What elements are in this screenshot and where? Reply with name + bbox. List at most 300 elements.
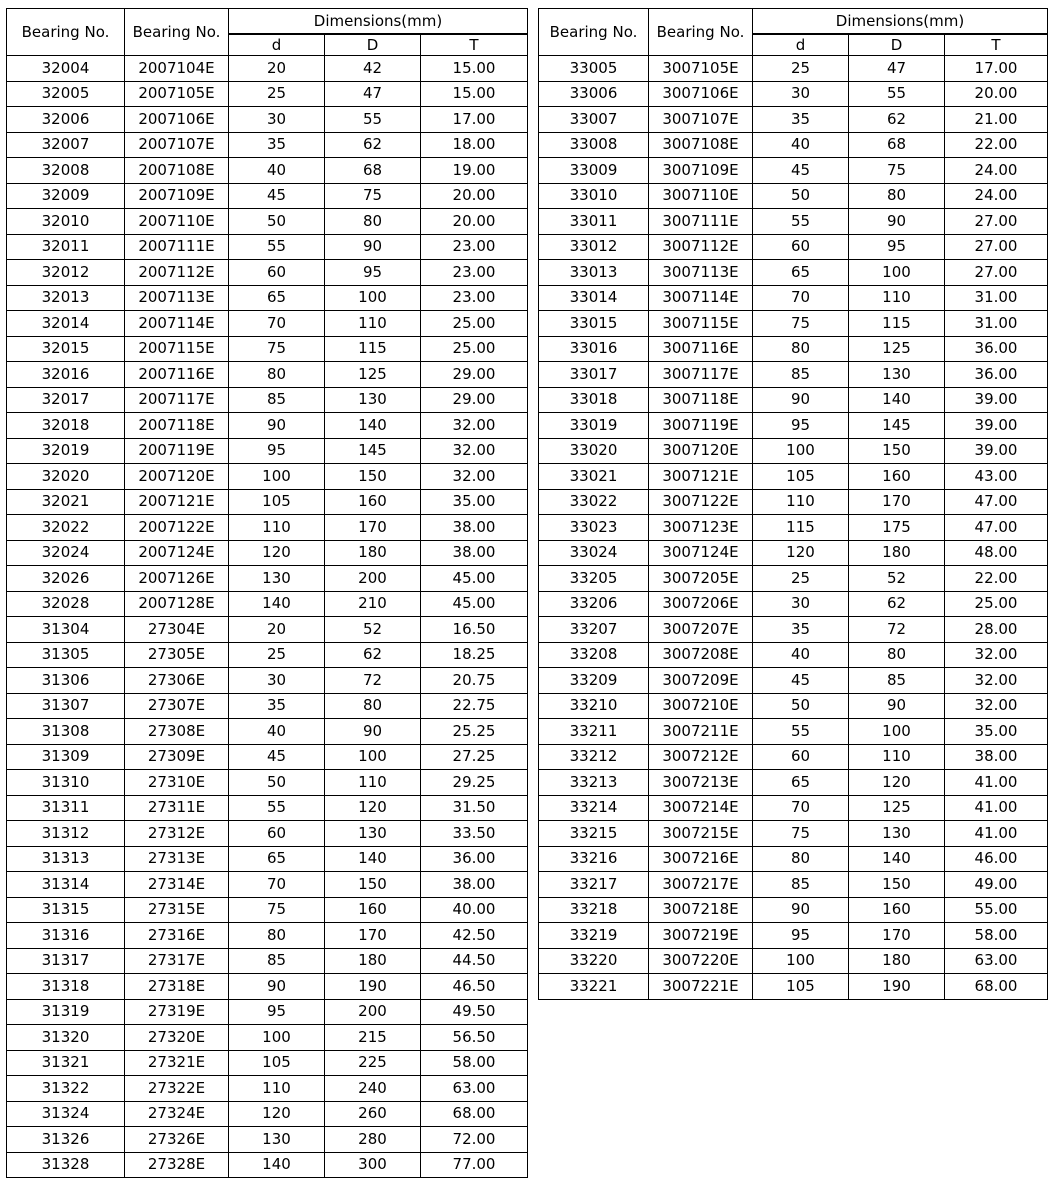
table-row — [7, 336, 528, 362]
cell-D: 215 — [325, 1025, 421, 1051]
cell-bearing-no: 32012 — [7, 260, 125, 286]
cell-d: 110 — [229, 1076, 325, 1102]
cell-D: 140 — [325, 413, 421, 439]
cell-D: 180 — [325, 540, 421, 566]
cell-D: 190 — [325, 974, 421, 1000]
cell-d: 140 — [229, 591, 325, 617]
cell-bearing-no-alt: 27328E — [125, 1152, 229, 1178]
cell-bearing-no: 32021 — [7, 489, 125, 515]
cell-bearing-no: 32028 — [7, 591, 125, 617]
header-bearing-no-2: Bearing No. — [125, 9, 229, 56]
cell-bearing-no: 31310 — [7, 770, 125, 796]
cell-D: 80 — [849, 183, 945, 209]
header-T: T — [421, 34, 528, 56]
cell-bearing-no-alt: 2007126E — [125, 566, 229, 592]
table-row — [539, 336, 1048, 362]
table-row — [7, 693, 528, 719]
cell-bearing-no: 31307 — [7, 693, 125, 719]
cell-bearing-no-alt: 3007216E — [649, 846, 753, 872]
cell-D: 72 — [325, 668, 421, 694]
table-row — [7, 183, 528, 209]
cell-bearing-no-alt: 3007206E — [649, 591, 753, 617]
cell-D: 130 — [849, 362, 945, 388]
table-row — [7, 872, 528, 898]
cell-bearing-no: 33024 — [539, 540, 649, 566]
cell-D: 120 — [325, 795, 421, 821]
cell-bearing-no: 32007 — [7, 132, 125, 158]
cell-T: 20.00 — [421, 209, 528, 235]
cell-d: 30 — [753, 81, 849, 107]
header-dimensions: Dimensions(mm) — [753, 9, 1048, 35]
table-row — [7, 1025, 528, 1051]
cell-T: 22.75 — [421, 693, 528, 719]
table-row — [539, 285, 1048, 311]
cell-D: 115 — [849, 311, 945, 337]
cell-bearing-no: 31314 — [7, 872, 125, 898]
cell-bearing-no-alt: 27318E — [125, 974, 229, 1000]
cell-bearing-no-alt: 2007105E — [125, 81, 229, 107]
table-row — [7, 821, 528, 847]
cell-bearing-no-alt: 3007105E — [649, 56, 753, 82]
cell-bearing-no-alt: 2007118E — [125, 413, 229, 439]
cell-d: 70 — [753, 285, 849, 311]
cell-T: 32.00 — [421, 464, 528, 490]
table-row — [539, 923, 1048, 949]
cell-d: 60 — [753, 234, 849, 260]
table-row — [539, 413, 1048, 439]
cell-bearing-no: 33210 — [539, 693, 649, 719]
cell-d: 45 — [229, 183, 325, 209]
cell-bearing-no: 32013 — [7, 285, 125, 311]
table-row — [7, 566, 528, 592]
cell-bearing-no: 33215 — [539, 821, 649, 847]
cell-bearing-no-alt: 2007109E — [125, 183, 229, 209]
table-row — [539, 948, 1048, 974]
table-row — [539, 974, 1048, 1000]
table-row — [539, 132, 1048, 158]
table-row — [7, 489, 528, 515]
cell-d: 60 — [229, 260, 325, 286]
header-d: d — [229, 34, 325, 56]
cell-d: 60 — [229, 821, 325, 847]
cell-D: 180 — [325, 948, 421, 974]
cell-d: 65 — [753, 260, 849, 286]
cell-T: 41.00 — [945, 795, 1048, 821]
cell-bearing-no: 31317 — [7, 948, 125, 974]
cell-d: 50 — [229, 209, 325, 235]
cell-bearing-no-alt: 2007106E — [125, 107, 229, 133]
cell-T: 17.00 — [421, 107, 528, 133]
cell-d: 60 — [753, 744, 849, 770]
cell-bearing-no-alt: 2007116E — [125, 362, 229, 388]
cell-d: 120 — [229, 1101, 325, 1127]
cell-bearing-no: 33018 — [539, 387, 649, 413]
cell-T: 46.50 — [421, 974, 528, 1000]
cell-d: 90 — [229, 974, 325, 1000]
cell-bearing-no: 32014 — [7, 311, 125, 337]
cell-d: 80 — [753, 336, 849, 362]
cell-D: 100 — [849, 260, 945, 286]
cell-d: 90 — [753, 387, 849, 413]
cell-D: 52 — [849, 566, 945, 592]
cell-d: 50 — [753, 183, 849, 209]
cell-d: 55 — [753, 209, 849, 235]
cell-bearing-no: 31306 — [7, 668, 125, 694]
cell-d: 30 — [753, 591, 849, 617]
table-row — [7, 387, 528, 413]
cell-bearing-no-alt: 3007113E — [649, 260, 753, 286]
cell-T: 21.00 — [945, 107, 1048, 133]
cell-T: 24.00 — [945, 183, 1048, 209]
cell-D: 150 — [325, 872, 421, 898]
cell-d: 25 — [753, 56, 849, 82]
cell-bearing-no-alt: 27320E — [125, 1025, 229, 1051]
cell-D: 180 — [849, 540, 945, 566]
cell-bearing-no-alt: 27319E — [125, 999, 229, 1025]
cell-T: 38.00 — [421, 540, 528, 566]
cell-bearing-no: 33213 — [539, 770, 649, 796]
cell-D: 125 — [325, 362, 421, 388]
cell-bearing-no: 32008 — [7, 158, 125, 184]
cell-bearing-no: 31320 — [7, 1025, 125, 1051]
cell-bearing-no-alt: 3007220E — [649, 948, 753, 974]
cell-bearing-no-alt: 2007108E — [125, 158, 229, 184]
cell-D: 140 — [325, 846, 421, 872]
cell-T: 58.00 — [945, 923, 1048, 949]
cell-bearing-no: 32006 — [7, 107, 125, 133]
cell-d: 70 — [229, 311, 325, 337]
cell-T: 20.00 — [421, 183, 528, 209]
cell-bearing-no-alt: 3007215E — [649, 821, 753, 847]
cell-D: 110 — [849, 285, 945, 311]
cell-T: 44.50 — [421, 948, 528, 974]
cell-D: 62 — [849, 591, 945, 617]
cell-bearing-no: 31305 — [7, 642, 125, 668]
header-T: T — [945, 34, 1048, 56]
cell-d: 110 — [753, 489, 849, 515]
cell-bearing-no: 32016 — [7, 362, 125, 388]
cell-D: 62 — [849, 107, 945, 133]
cell-D: 145 — [849, 413, 945, 439]
cell-T: 35.00 — [421, 489, 528, 515]
cell-bearing-no: 33023 — [539, 515, 649, 541]
cell-D: 90 — [325, 719, 421, 745]
table-row — [539, 591, 1048, 617]
cell-d: 35 — [229, 132, 325, 158]
cell-d: 40 — [753, 132, 849, 158]
cell-T: 49.00 — [945, 872, 1048, 898]
cell-T: 36.00 — [945, 336, 1048, 362]
table-row — [7, 132, 528, 158]
cell-T: 23.00 — [421, 285, 528, 311]
cell-D: 130 — [325, 387, 421, 413]
cell-bearing-no-alt: 3007115E — [649, 311, 753, 337]
cell-bearing-no-alt: 3007209E — [649, 668, 753, 694]
cell-T: 29.25 — [421, 770, 528, 796]
table-row — [539, 158, 1048, 184]
cell-T: 63.00 — [421, 1076, 528, 1102]
cell-T: 32.00 — [945, 668, 1048, 694]
cell-bearing-no-alt: 2007115E — [125, 336, 229, 362]
cell-bearing-no-alt: 3007218E — [649, 897, 753, 923]
cell-bearing-no-alt: 27324E — [125, 1101, 229, 1127]
table-row — [7, 974, 528, 1000]
cell-T: 45.00 — [421, 566, 528, 592]
cell-bearing-no-alt: 3007217E — [649, 872, 753, 898]
cell-bearing-no: 31313 — [7, 846, 125, 872]
cell-T: 20.00 — [945, 81, 1048, 107]
cell-d: 40 — [229, 719, 325, 745]
cell-T: 68.00 — [421, 1101, 528, 1127]
cell-bearing-no: 31309 — [7, 744, 125, 770]
cell-D: 170 — [849, 489, 945, 515]
cell-bearing-no-alt: 2007119E — [125, 438, 229, 464]
cell-D: 115 — [325, 336, 421, 362]
cell-T: 28.00 — [945, 617, 1048, 643]
cell-d: 120 — [753, 540, 849, 566]
cell-d: 80 — [229, 923, 325, 949]
cell-T: 31.00 — [945, 311, 1048, 337]
header-bearing-no-1: Bearing No. — [7, 9, 125, 56]
table-row — [7, 413, 528, 439]
cell-d: 105 — [753, 974, 849, 1000]
cell-D: 140 — [849, 846, 945, 872]
cell-d: 25 — [229, 642, 325, 668]
cell-d: 20 — [229, 617, 325, 643]
cell-T: 27.00 — [945, 209, 1048, 235]
cell-d: 100 — [229, 464, 325, 490]
table-row — [7, 642, 528, 668]
cell-T: 39.00 — [945, 413, 1048, 439]
cell-T: 47.00 — [945, 489, 1048, 515]
header-dimensions: Dimensions(mm) — [229, 9, 528, 35]
cell-bearing-no: 33011 — [539, 209, 649, 235]
cell-bearing-no-alt: 27326E — [125, 1127, 229, 1153]
cell-bearing-no: 32010 — [7, 209, 125, 235]
cell-T: 25.00 — [945, 591, 1048, 617]
cell-d: 115 — [753, 515, 849, 541]
cell-d: 95 — [753, 413, 849, 439]
cell-T: 22.00 — [945, 132, 1048, 158]
table-row — [7, 234, 528, 260]
cell-D: 85 — [849, 668, 945, 694]
cell-D: 145 — [325, 438, 421, 464]
cell-D: 68 — [325, 158, 421, 184]
cell-bearing-no-alt: 2007107E — [125, 132, 229, 158]
cell-d: 45 — [753, 158, 849, 184]
cell-bearing-no: 31326 — [7, 1127, 125, 1153]
cell-D: 80 — [325, 209, 421, 235]
table-row — [539, 489, 1048, 515]
cell-D: 42 — [325, 56, 421, 82]
table-row — [539, 107, 1048, 133]
cell-bearing-no-alt: 3007121E — [649, 464, 753, 490]
table-row — [539, 464, 1048, 490]
cell-T: 47.00 — [945, 515, 1048, 541]
cell-d: 70 — [229, 872, 325, 898]
table-row — [7, 540, 528, 566]
cell-D: 170 — [325, 923, 421, 949]
cell-bearing-no: 33218 — [539, 897, 649, 923]
cell-bearing-no-alt: 3007208E — [649, 642, 753, 668]
cell-bearing-no-alt: 3007107E — [649, 107, 753, 133]
cell-bearing-no-alt: 27317E — [125, 948, 229, 974]
cell-bearing-no: 31321 — [7, 1050, 125, 1076]
cell-bearing-no-alt: 3007109E — [649, 158, 753, 184]
cell-bearing-no: 32022 — [7, 515, 125, 541]
table-row — [7, 1101, 528, 1127]
cell-bearing-no: 32017 — [7, 387, 125, 413]
cell-bearing-no-alt: 2007117E — [125, 387, 229, 413]
cell-D: 160 — [849, 464, 945, 490]
table-row — [539, 260, 1048, 286]
table-row — [7, 81, 528, 107]
cell-bearing-no-alt: 2007121E — [125, 489, 229, 515]
cell-d: 95 — [753, 923, 849, 949]
cell-D: 140 — [849, 387, 945, 413]
cell-D: 47 — [325, 81, 421, 107]
cell-D: 95 — [325, 260, 421, 286]
cell-bearing-no: 32018 — [7, 413, 125, 439]
table-row — [7, 1050, 528, 1076]
cell-D: 210 — [325, 591, 421, 617]
cell-bearing-no-alt: 27304E — [125, 617, 229, 643]
table-row — [539, 540, 1048, 566]
cell-d: 100 — [753, 438, 849, 464]
cell-T: 41.00 — [945, 821, 1048, 847]
cell-bearing-no-alt: 3007111E — [649, 209, 753, 235]
cell-D: 280 — [325, 1127, 421, 1153]
cell-T: 27.00 — [945, 234, 1048, 260]
cell-bearing-no-alt: 3007123E — [649, 515, 753, 541]
cell-bearing-no: 33219 — [539, 923, 649, 949]
cell-bearing-no: 32011 — [7, 234, 125, 260]
cell-d: 105 — [753, 464, 849, 490]
cell-bearing-no-alt: 27310E — [125, 770, 229, 796]
table-row — [7, 107, 528, 133]
cell-d: 65 — [229, 846, 325, 872]
cell-bearing-no: 33220 — [539, 948, 649, 974]
cell-bearing-no-alt: 3007112E — [649, 234, 753, 260]
table-row — [539, 719, 1048, 745]
cell-T: 31.50 — [421, 795, 528, 821]
cell-bearing-no-alt: 2007128E — [125, 591, 229, 617]
cell-bearing-no: 31319 — [7, 999, 125, 1025]
cell-D: 90 — [325, 234, 421, 260]
cell-D: 160 — [325, 897, 421, 923]
cell-D: 52 — [325, 617, 421, 643]
cell-d: 35 — [753, 617, 849, 643]
cell-bearing-no-alt: 27309E — [125, 744, 229, 770]
cell-D: 130 — [849, 821, 945, 847]
cell-bearing-no: 32015 — [7, 336, 125, 362]
cell-bearing-no-alt: 3007212E — [649, 744, 753, 770]
cell-bearing-no: 33014 — [539, 285, 649, 311]
cell-bearing-no-alt: 27305E — [125, 642, 229, 668]
table-row — [539, 617, 1048, 643]
cell-bearing-no-alt: 27321E — [125, 1050, 229, 1076]
cell-T: 38.00 — [945, 744, 1048, 770]
cell-D: 125 — [849, 336, 945, 362]
table-row — [7, 719, 528, 745]
cell-D: 75 — [849, 158, 945, 184]
cell-bearing-no-alt: 3007110E — [649, 183, 753, 209]
cell-d: 85 — [753, 872, 849, 898]
cell-D: 55 — [325, 107, 421, 133]
table-row — [7, 515, 528, 541]
cell-bearing-no-alt: 2007122E — [125, 515, 229, 541]
cell-T: 40.00 — [421, 897, 528, 923]
cell-D: 170 — [325, 515, 421, 541]
table-row — [539, 642, 1048, 668]
cell-bearing-no-alt: 3007114E — [649, 285, 753, 311]
cell-d: 50 — [753, 693, 849, 719]
cell-bearing-no-alt: 2007111E — [125, 234, 229, 260]
table-row — [7, 285, 528, 311]
cell-D: 170 — [849, 923, 945, 949]
header-bearing-no-2: Bearing No. — [649, 9, 753, 56]
cell-bearing-no: 33211 — [539, 719, 649, 745]
cell-d: 75 — [229, 336, 325, 362]
cell-d: 50 — [229, 770, 325, 796]
cell-bearing-no-alt: 27312E — [125, 821, 229, 847]
cell-D: 150 — [849, 872, 945, 898]
header-D: D — [325, 34, 421, 56]
table-row — [7, 744, 528, 770]
table-row — [539, 311, 1048, 337]
cell-T: 25.00 — [421, 311, 528, 337]
cell-T: 19.00 — [421, 158, 528, 184]
cell-bearing-no-alt: 3007207E — [649, 617, 753, 643]
cell-bearing-no: 33008 — [539, 132, 649, 158]
table-row — [7, 668, 528, 694]
cell-T: 32.00 — [945, 642, 1048, 668]
cell-bearing-no: 31311 — [7, 795, 125, 821]
table-row — [539, 234, 1048, 260]
table-row — [539, 846, 1048, 872]
cell-bearing-no: 31318 — [7, 974, 125, 1000]
cell-bearing-no: 33019 — [539, 413, 649, 439]
cell-D: 150 — [849, 438, 945, 464]
cell-bearing-no-alt: 27313E — [125, 846, 229, 872]
cell-bearing-no-alt: 27315E — [125, 897, 229, 923]
header-D: D — [849, 34, 945, 56]
cell-D: 55 — [849, 81, 945, 107]
cell-D: 100 — [325, 744, 421, 770]
cell-bearing-no-alt: 27306E — [125, 668, 229, 694]
cell-bearing-no: 33214 — [539, 795, 649, 821]
cell-T: 68.00 — [945, 974, 1048, 1000]
cell-bearing-no: 33206 — [539, 591, 649, 617]
cell-D: 200 — [325, 999, 421, 1025]
cell-bearing-no-alt: 3007116E — [649, 336, 753, 362]
cell-d: 45 — [229, 744, 325, 770]
cell-d: 25 — [229, 81, 325, 107]
cell-D: 90 — [849, 209, 945, 235]
table-row — [7, 591, 528, 617]
cell-bearing-no-alt: 3007221E — [649, 974, 753, 1000]
cell-d: 105 — [229, 1050, 325, 1076]
cell-D: 260 — [325, 1101, 421, 1127]
table-row — [539, 438, 1048, 464]
table-row — [539, 872, 1048, 898]
cell-D: 300 — [325, 1152, 421, 1178]
cell-D: 72 — [849, 617, 945, 643]
cell-D: 68 — [849, 132, 945, 158]
cell-D: 110 — [325, 311, 421, 337]
cell-bearing-no: 33209 — [539, 668, 649, 694]
cell-bearing-no-alt: 2007113E — [125, 285, 229, 311]
